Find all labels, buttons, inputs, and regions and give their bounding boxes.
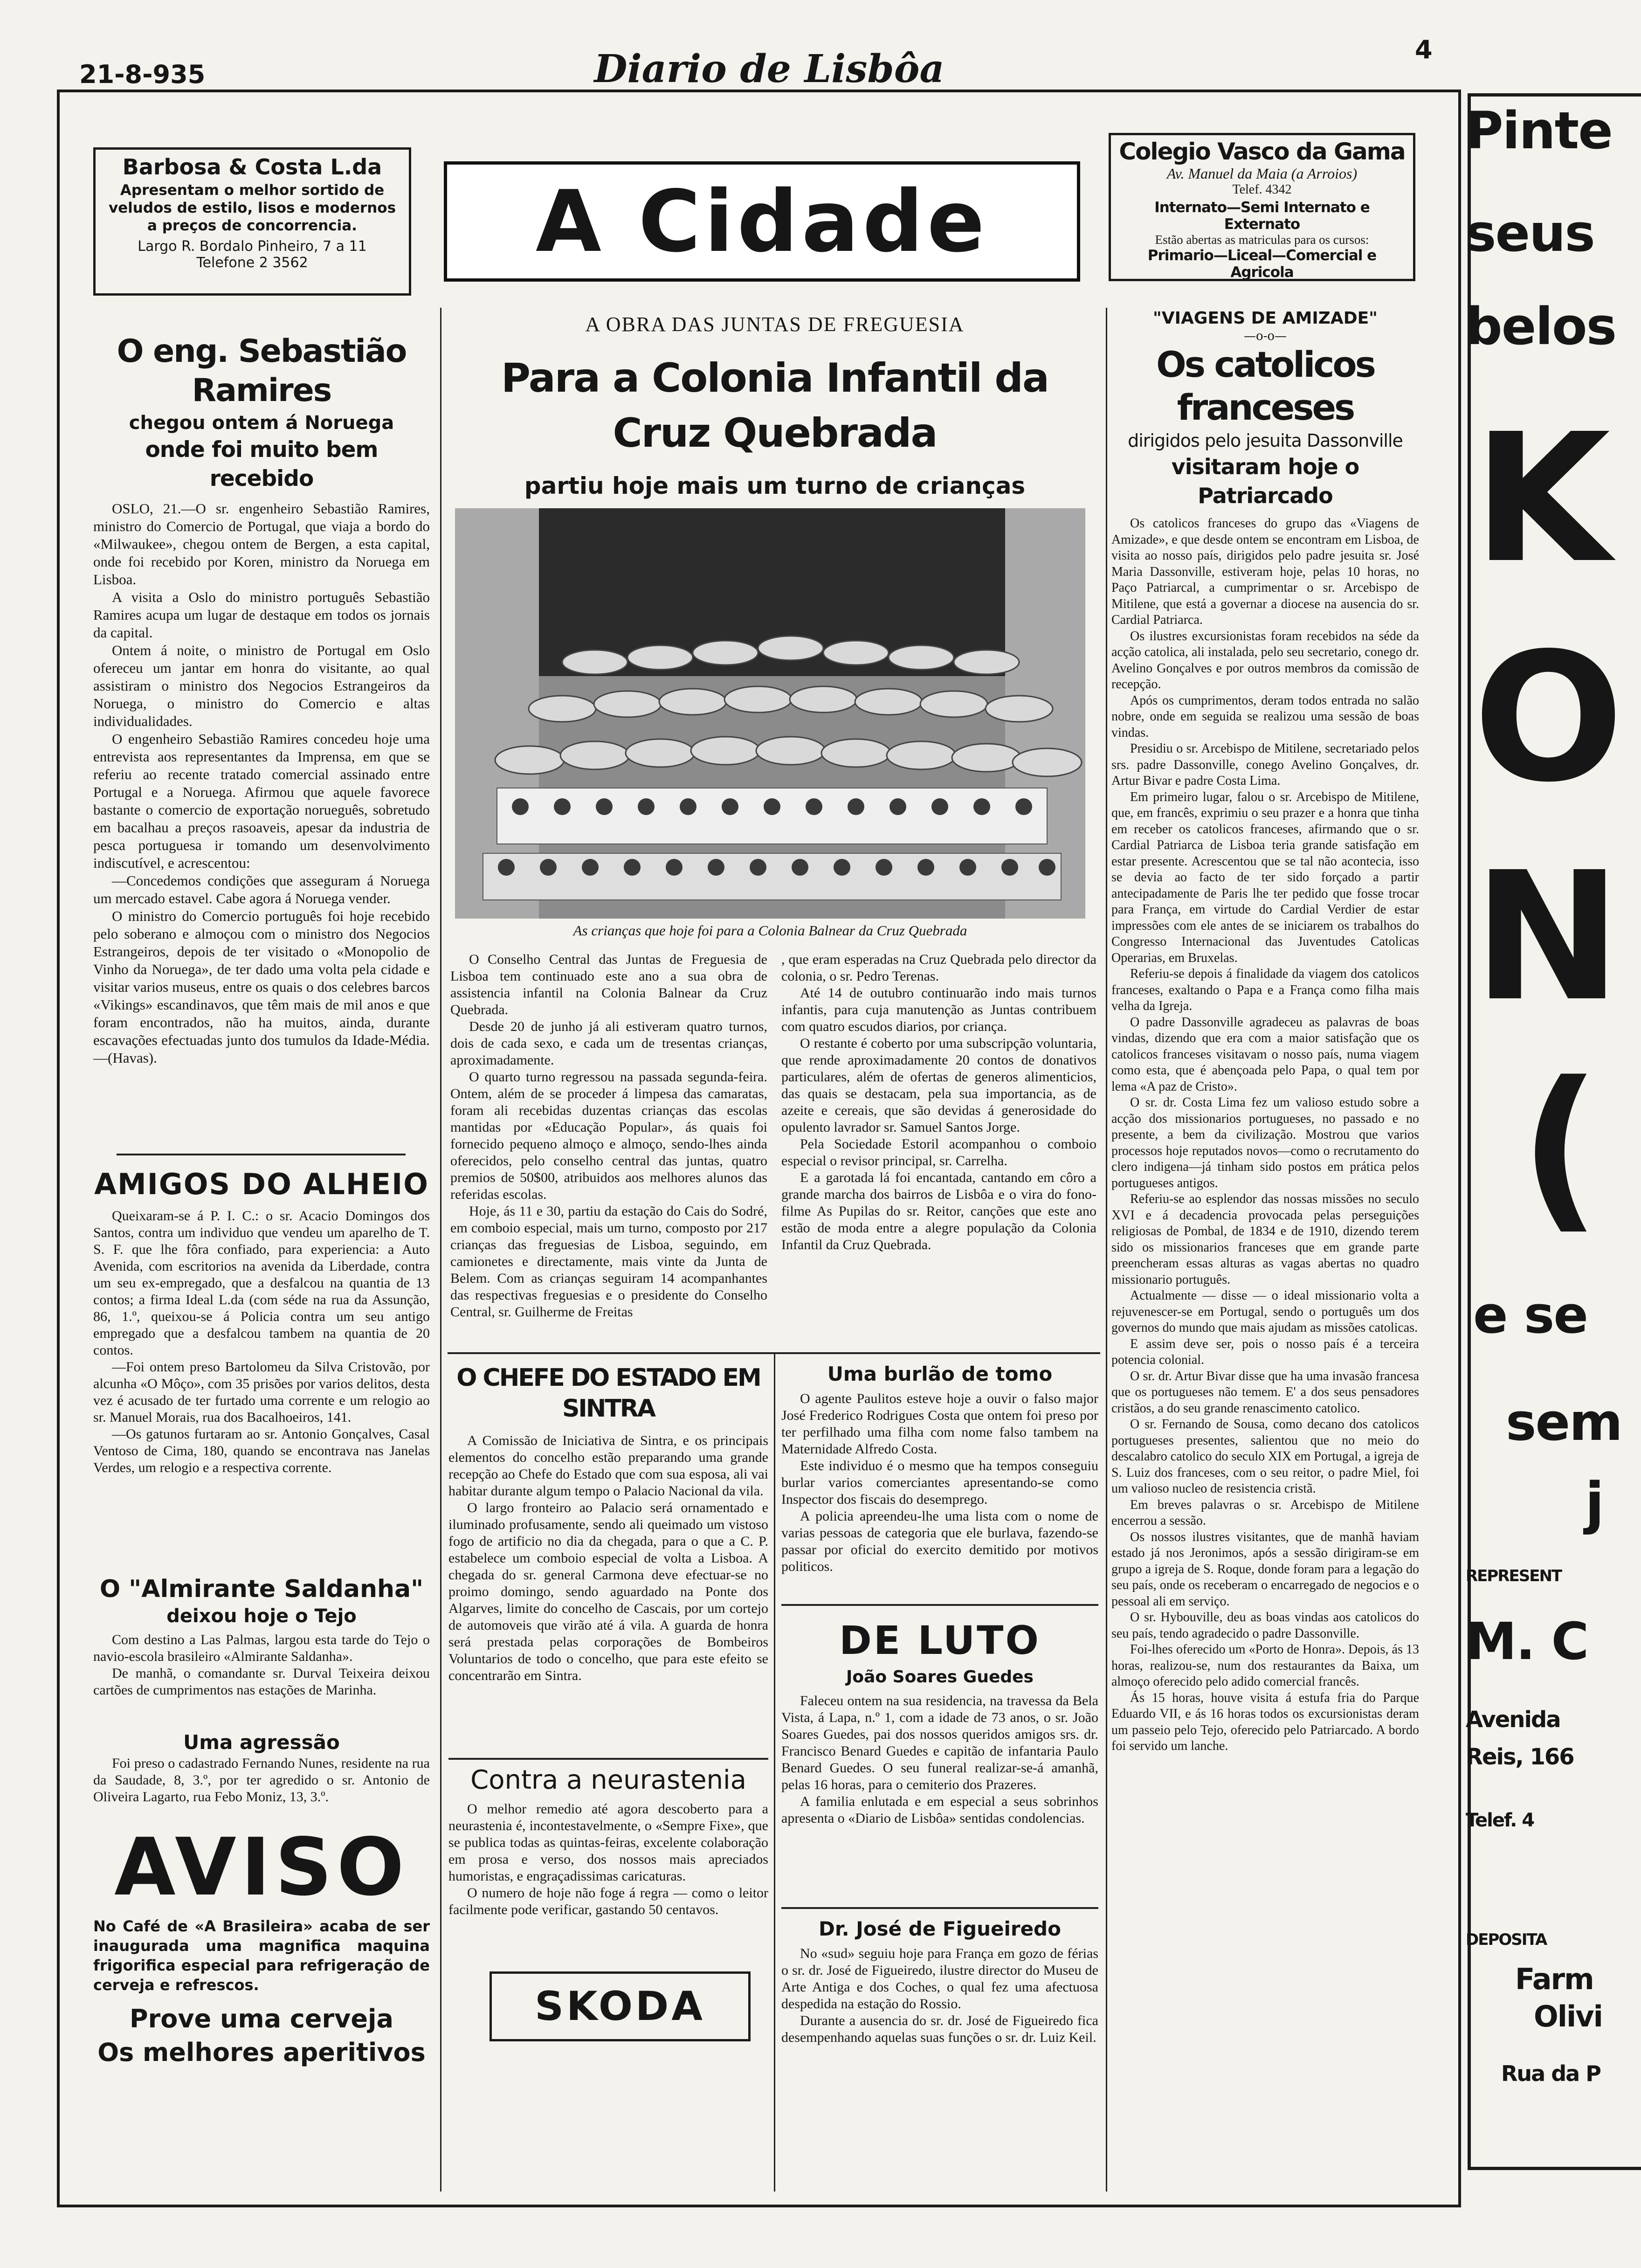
edge-ad-dep: DEPOSITA: [1466, 1930, 1547, 1949]
ad-aviso-slogan1: Prove uma cerveja: [130, 2004, 393, 2033]
paragraph: O padre Dassonville agradeceu as palavras de boas vindas, dizendo que era com a maior satisfação que os catolicos franceses visitavam o nosso país, numa viagem como esta, que é abençoada pelo Papa, o qual tem por lema «A paz de Cristo».: [1111, 1015, 1419, 1094]
article-burlao-title: Uma burlão de tomo: [827, 1362, 1053, 1385]
ad-colegio-phone: Telef. 4342: [1232, 182, 1292, 197]
edge-ad-dep1: Farm: [1515, 1962, 1593, 1996]
edge-ad-rep: REPRESENT: [1466, 1567, 1562, 1585]
article-luto-body: [781, 1693, 1098, 1827]
paragraph: Referiu-se ao esplendor das nossas missões no seculo XVI e á decadencia provocada pelas perseguições religiosas de Pombal, de 1834 e de 1910, dizendo terem sido os missionarios franceses que em grande parte preencheram essas alturas as vagas abertas no quadro missionario português.: [1111, 1192, 1419, 1287]
article-colonia-title: Para a Colonia Infantil da Cruz Quebrada: [501, 355, 1049, 456]
ad-barbosa-name: Barbosa & Costa L.da: [122, 154, 382, 180]
paragraph: Ás 15 horas, houve visita á estufa fria do Parque Eduardo VII, e ás 16 horas todos os excursionistas deram um passeio pelo Tejo, oferecido pelo Patriarcado. A bordo foi servido um lanche.: [1111, 1690, 1419, 1753]
edge-ad-line4: e se: [1473, 1285, 1587, 1345]
ad-aviso: [93, 1823, 430, 2069]
article-catolicos-sub1: dirigidos pelo jesuita Dassonville: [1128, 430, 1403, 451]
paragraph: Os catolicos franceses do grupo das «Viagens de Amizade», e que desde ontem se encontram em Lisboa, de visita ao nosso país, dirigidos pelo padre jesuita sr. José Maria Dassonville, estiveram hoje, pelas 10 horas, no Paço Patriarcal, a cumprimentar o sr. Arcebispo de Mitilene, que está a governar a diocese na ausencia do sr. Cardial Patriarca.: [1111, 516, 1419, 627]
article-figueiredo: [781, 1916, 1098, 2046]
ad-colegio-name: Colegio Vasco da Gama: [1119, 138, 1405, 165]
paragraph: A familia enlutada e em especial a seus sobrinhos apresenta o «Diario de Lisbôa» sentidas condolencias.: [781, 1794, 1098, 1826]
article-agressao-body: [93, 1755, 430, 1805]
section-divider: [781, 1907, 1098, 1909]
article-ramires-sub1: chegou ontem á Noruega: [129, 412, 394, 434]
paragraph: Após os cumprimentos, deram todos entrada no salão nobre, onde em seguida se realizou uma sessão de boas vindas.: [1111, 693, 1419, 740]
paragraph: O ministro do Comercio português foi hoje recebido pelo soberano e almoçou com o ministro dos Negocios Estrangeiros, depois de ter visitado o «Monopolio de Vinho da Noruega», de ter dado uma volta pela cidade e visitar varios museus, entre os quais o dos celebres barcos «Vikings» escandinavos, que têm mais de mil anos e que foram encontrados, não ha muitos, ainda, durante escavações efectuadas junto dos tumulos da Idade-Média.—(Havas).: [93, 908, 430, 1066]
paragraph: Os ilustres excursionistas foram recebidos na séde da acção catolica, ali instalada, pelo seu secretario, conego dr. Avelino Gonçalves e por outros membros da comissão de recepção.: [1111, 629, 1419, 691]
edge-ad-rep-name: M. C: [1466, 1611, 1588, 1671]
paragraph: No «sud» seguiu hoje para França em gozo de férias o sr. dr. José de Figueiredo, ilustre director do Museu de Arte Antiga e dos Coches, o qual fez uma afectuosa despedida na estação do Rossio.: [781, 1946, 1098, 2012]
article-colonia-col2: [781, 951, 1096, 1253]
ad-colegio-address: Av. Manuel da Maia (a Arroios): [1166, 165, 1358, 182]
column-rule: [1106, 308, 1107, 2192]
article-colonia-col1: [450, 951, 767, 1321]
ad-colegio-line3: Primario—Liceal—Comercial e Agricola: [1147, 247, 1377, 281]
edge-ad: [1464, 93, 1641, 2192]
paragraph: O Conselho Central das Juntas de Freguesia de Lisboa tem continuado este ano a sua obra de assistencia infantil na Colonia Balnear da Cruz Quebrada.: [450, 952, 767, 1017]
ad-barbosa-phone: Telefone 2 3562: [196, 255, 308, 271]
edge-ad-letter4: (: [1520, 1044, 1600, 1250]
paragraph: Os nossos ilustres visitantes, que de manhã haviam estado já nos Jeronimos, após a sessão dirigiram-se em grupo a igreja de S. Roque, donde foram para a legação do seu país, onde os receberam o encarregado de negocios e o pessoal ali em serviço.: [1111, 1529, 1419, 1609]
paragraph: Actualmente — disse — o ideal missionario volta a rejuvenescer-se em Portugal, sendo o português um dos governos do mundo que mais ajudam as missões catolicas.: [1111, 1288, 1419, 1335]
article-catolicos-body: [1111, 516, 1419, 1755]
section-divider: [781, 1604, 1098, 1606]
edge-ad-letter2: O: [1473, 615, 1623, 821]
edge-ad-letter3: N: [1473, 834, 1621, 1040]
article-ramires-sub2: onde foi muito bem recebido: [145, 437, 378, 491]
article-catolicos-title: Os catolicos franceses: [1156, 344, 1374, 428]
article-catolicos: [1111, 308, 1419, 1755]
paragraph: OSLO, 21.—O sr. engenheiro Sebastião Ramires, ministro do Comercio de Portugal, que viaja a bordo do «Milwaukee», chegou ontem de Bergen, a esta capital, onde foi recebido por Koren, ministro da Noruega em Lisboa.: [93, 500, 430, 588]
edge-ad-line1: Pinte: [1466, 101, 1612, 160]
edge-ad-rep-addr2: Reis, 166: [1466, 1744, 1574, 1770]
article-amigos-body: [93, 1208, 430, 1476]
article-figueiredo-title: Dr. José de Figueiredo: [819, 1917, 1061, 1940]
paragraph: Este individuo é o mesmo que ha tempos conseguiu burlar varios comerciantes apresentando-se como Inspector dos fiscais do desemprego.: [781, 1458, 1098, 1507]
paragraph: O sr. Hybouville, deu as boas vindas aos catolicos do seu país, tendo agradecido o padre Dassonville.: [1111, 1610, 1419, 1641]
ad-colegio-vasco-gama: [1109, 133, 1415, 281]
article-colonia-sub: partiu hoje mais um turno de crianças: [524, 472, 1026, 499]
column-rule: [774, 1352, 775, 2192]
article-colonia-kicker: A OBRA DAS JUNTAS DE FREGUESIA: [585, 313, 965, 336]
column-rule: [440, 308, 441, 2192]
paragraph: Pela Sociedade Estoril acompanhou o comboio especial o revisor principal, sr. Carrelha.: [781, 1136, 1096, 1169]
paragraph: Em breves palavras o sr. Arcebispo de Mitilene encerrou a sessão.: [1111, 1497, 1419, 1528]
ad-barbosa-body: Apresentam o melhor sortido de veludos de estilo, lisos e modernos a preços de concorrencia.: [108, 182, 396, 234]
article-chefe: [448, 1362, 768, 1684]
paragraph: O numero de hoje não foge á regra — como o leitor facilmente pode verificar, gastando 50 centavos.: [448, 1885, 768, 1917]
photo-caption: As crianças que hoje foi para a Colonia Balnear da Cruz Quebrada: [573, 922, 967, 939]
paragraph: O melhor remedio até agora descoberto para a neurastenia é, incontestavelmente, o «Sempre Fixe», que se publica todas as quintas-feiras, excelente colaboração em prosa e verso, dos nossos mais apreciados humoristas, e engraçadissimas caricaturas.: [448, 1801, 768, 1884]
photo-children: [455, 508, 1085, 919]
ad-skoda-title: SKODA: [535, 1983, 705, 2030]
article-ramires-title: O eng. Sebastião Ramires: [117, 333, 407, 409]
article-colonia: [448, 311, 1101, 501]
paragraph: , que eram esperadas na Cruz Quebrada pelo director da colonia, o sr. Pedro Terenas.: [781, 952, 1096, 984]
article-saldanha-sub: deixou hoje o Tejo: [166, 1605, 357, 1627]
paragraph: Referiu-se depois á finalidade da viagem dos catolicos franceses, exaltando o Papa e a França como filha mais velha da Igreja.: [1111, 967, 1419, 1013]
paragraph: Queixaram-se á P. I. C.: o sr. Acacio Domingos dos Santos, contra um individuo que vendeu um aparelho de T. S. F. que lhe fôra confiado, para experiencia: a Auto Avenida, com escritorios na avenida da Liberdade, contra um seu ex-empregado, que a desfalcou na quantia de 13 contos; a firma Ideal L.da (com séde na rua da Assunção, 86, 1.º, queixou-se á Policia contra um seu antigo empregado que a desfalcou tambem na quantia de 20 contos.: [93, 1208, 430, 1358]
ad-aviso-slogan2: Os melhores aperitivos: [97, 2038, 426, 2067]
paragraph: Durante a ausencia do sr. dr. José de Figueiredo fica desempenhando aquelas suas funções o sr. dr. Luiz Keil.: [781, 2013, 1098, 2045]
photo-children-image: [455, 508, 1085, 919]
paragraph: O quarto turno regressou na passada segunda-feira. Ontem, além de se proceder á limpesa das camaratas, foram ali recebidas duzentas crianças das escolas mantidas por «Educação Popular», ás quais foi fornecido pequeno almoço e almoço, sendo-lhes ainda oferecidos, pelo conselho central das juntas, quatro premios de 50$00, atribuidos aos melhores alunos das referidas escolas.: [450, 1069, 767, 1202]
paragraph: Ontem á noite, o ministro de Portugal em Oslo ofereceu um jantar em honra do visitante, ao qual assistiram o ministro dos Negocios Estrangeiros da Noruega, o ministro do Comercio e altas individualidades.: [93, 642, 430, 729]
section-title: A Cidade: [536, 172, 988, 271]
paragraph: Presidiu o sr. Arcebispo de Mitilene, secretariado pelos srs. padre Dassonville, conego Avelino Gonçalves, dr. Artur Bivar e padre Costa Lima.: [1111, 741, 1419, 788]
article-catolicos-divider: —o-o—: [1243, 329, 1287, 343]
article-burlao: [781, 1362, 1098, 1575]
section-divider: [448, 1758, 768, 1760]
page-number: 4: [1415, 35, 1433, 64]
article-ramires: [93, 332, 430, 1067]
paragraph: Hoje, ás 11 e 30, partiu da estação do Cais do Sodré, em comboio especial, mais um turno, composto por 217 crianças das freguesias de Lisboa, seguindo, em camionetes e directamente, mais vinte da Junta de Belem. Com as crianças seguiram 14 acompanhantes das respectivas freguesias e o presidente do Conselho Central, sr. Guilherme de Freitas: [450, 1203, 767, 1320]
article-agressao: [93, 1730, 430, 1805]
ad-barbosa-costa: [93, 147, 411, 296]
article-agressao-title: Uma agressão: [183, 1731, 340, 1754]
paragraph: O agente Paulitos esteve hoje a ouvir o falso major José Frederico Rodrigues Costa que ontem foi preso por ter perfilhado uma filha com nome falso tambem na Maternidade Alfredo Costa.: [781, 1391, 1098, 1457]
edge-ad-letter1: K: [1473, 395, 1610, 602]
paragraph: —Concedemos condições que asseguram á Noruega um mercado estavel. Cabe agora á Noruega vender.: [93, 872, 430, 906]
paragraph: —Foi ontem preso Bartolomeu da Silva Cristovão, por alcunha «O Môço», com 35 prisões por varios delitos, desta vez é acusado de ter furtado uma corrente e um relogio ao sr. Manuel Morais, rua dos Bacalhoeiros, 141.: [93, 1359, 430, 1425]
article-saldanha: [93, 1574, 430, 1699]
ad-neurastenia: [448, 1763, 768, 1918]
edge-ad-rep-addr1: Avenida: [1466, 1707, 1560, 1733]
section-title-box: [444, 161, 1080, 282]
article-luto: [781, 1618, 1098, 1827]
paragraph: Foi preso o cadastrado Fernando Nunes, residente na rua da Saudade, 8, 3.º, por ter agredido o sr. Antonio de Oliveira Lagarto, rua Febo Moniz, 13, 3.º.: [93, 1756, 430, 1805]
paragraph: Faleceu ontem na sua residencia, na travessa da Bela Vista, á Lapa, n.º 1, com a idade de 73 anos, o sr. João Soares Guedes, pai dos nossos queridos amigos srs. dr. Francisco Benard Guedes e capitão de infantaria Paulo Benard Guedes. O seu funeral realizar-se-á amanhã, pelas 16 horas, para o cemiterio dos Prazeres.: [781, 1693, 1098, 1792]
edge-ad-dep2: Olivi: [1534, 1999, 1602, 2033]
paragraph: E a garotada lá foi encantada, cantando em côro a grande marcha dos bairros de Lisbôa e o vira do fono-filme As Pupilas do sr. Reitor, canções que este ano estão de moda entre a alegre população da Colonia Infantil da Cruz Quebrada.: [781, 1170, 1096, 1252]
article-figueiredo-body: [781, 1945, 1098, 2046]
article-catolicos-sub2: visitaram hoje o Patriarcado: [1171, 454, 1359, 508]
paragraph: A visita a Oslo do ministro português Sebastião Ramires acupa um lugar de destaque em todos os jornais da capital.: [93, 589, 430, 641]
paragraph: A policia apreendeu-lhe uma lista com o nome de varias pessoas de categoria que ele burlava, fazendo-se passar por oficial do exercito demitido por motivos politicos.: [781, 1508, 1098, 1574]
ad-colegio-line1: Internato—Semi Internato e Externato: [1154, 199, 1370, 233]
paragraph: O restante é coberto por uma subscripção voluntaria, que rende aproximadamente 20 contos de donativos particulares, além de ofertas de generos alimenticios, das quais se destacam, pela sua importancia, as de azeite e cereais, que são devidas á generosidade do opulento lavrador sr. Samuel Santos Jorge.: [781, 1036, 1096, 1135]
paragraph: Desde 20 de junho já ali estiveram quatro turnos, dois de cada sexo, e cada um de tresentas crianças, aproximadamente.: [450, 1019, 767, 1068]
paragraph: Até 14 de outubro continuarão indo mais turnos infantis, para cuja manutenção as Juntas contribuem com quatro escudos diarios, por criança.: [781, 985, 1096, 1034]
masthead-date: 21-8-935: [79, 60, 206, 89]
ad-skoda: [490, 1971, 751, 2041]
paragraph: E assim deve ser, pois o nosso país é a terceira potencia colonial.: [1111, 1336, 1419, 1367]
article-saldanha-title: O "Almirante Saldanha": [99, 1575, 424, 1603]
paragraph: De manhã, o comandante sr. Durval Teixeira deixou cartões de cumprimentos nas estações de Marinha.: [93, 1666, 430, 1698]
paragraph: O sr. dr. Costa Lima fez um valioso estudo sobre a acção dos missionarios portugueses, no passado e no presente, a bem da civilização. Mostrou que varios processos hoje reputados novos—como o recrutamento do clero indigena—já tinham sido postos em prática pelos portugueses antigos.: [1111, 1095, 1419, 1190]
edge-ad-line5: sem: [1506, 1392, 1622, 1452]
article-amigos-title: AMIGOS DO ALHEIO: [94, 1167, 429, 1201]
edge-ad-line6: j: [1585, 1471, 1604, 1536]
article-luto-name: João Soares Guedes: [846, 1667, 1034, 1687]
edge-ad-line2: seus: [1466, 203, 1594, 263]
article-chefe-title: O CHEFE DO ESTADO EM SINTRA: [456, 1364, 760, 1423]
ad-neurastenia-body: [448, 1801, 768, 1918]
article-chefe-body: [448, 1432, 768, 1684]
paragraph: A Comissão de Iniciativa de Sintra, e os principais elementos do concelho estão preparando uma grande recepção ao Chefe do Estado que com sua esposa, ali vai habitar durante algum tempo o Palacio Nacional da vila.: [448, 1433, 768, 1499]
paragraph: O largo fronteiro ao Palacio será ornamentado e iluminado profusamente, sendo ali queimado um vistoso fogo de artificio no dia da chegada, para o que a C. P. estabelece um comboio especial de volta a Lisboa. A chegada do sr. general Carmona deve efectuar-se no proimo domingo, sendo aguardado na Ponte dos Algarves, limite do concelho de Cascais, por um cortejo de automoveis que virão até á vila. A guarda de honra será prestada pelas corporações de Bombeiros Voluntarios de todo o concelho, que para este efeito se concentrarão em Sintra.: [448, 1500, 768, 1683]
paragraph: O engenheiro Sebastião Ramires concedeu hoje uma entrevista aos representantes da Imprensa, em que se referiu ao recente tratado comercial assinado entre Portugal e a Noruega. Afirmou que aquele favorece bastante o comercio de exportação norueguês, sobretudo em bacalhau a preços rasoaveis, apesar da industria de pesca portuguesa ir tomando um desenvolvimento indiscutível, e acrescentou:: [93, 731, 430, 871]
paragraph: O sr. dr. Artur Bivar disse que ha uma invasão francesa que os portugueses não temem. E' a dos seus pensadores cristãos, a do seu grande renascimento catolico.: [1111, 1369, 1419, 1416]
edge-ad-rep-tel: Telef. 4: [1466, 1810, 1534, 1831]
ad-aviso-title: AVISO: [114, 1821, 409, 1914]
paragraph: Com destino a Las Palmas, largou esta tarde do Tejo o navio-escola brasileiro «Almirante Saldanha».: [93, 1632, 430, 1664]
article-ramires-body: [93, 500, 430, 1067]
ad-aviso-body: No Café de «A Brasileira» acaba de ser inaugurada uma magnifica maquina frigorifica especial para refrigeração de cerveja e refrescos.: [93, 1917, 430, 1994]
edge-ad-line3: belos: [1466, 297, 1616, 356]
ad-neurastenia-title: Contra a neurastenia: [470, 1765, 746, 1795]
article-saldanha-body: [93, 1632, 430, 1699]
ad-colegio-line2: Estão abertas as matriculas para os cursos:: [1155, 233, 1369, 247]
article-luto-title: DE LUTO: [839, 1618, 1041, 1663]
article-amigos: [93, 1166, 430, 1476]
ad-barbosa-address: Largo R. Bordalo Pinheiro, 7 a 11: [138, 238, 367, 255]
paragraph: Foi-lhes oferecido um «Porto de Honra». Depois, ás 13 horas, realizou-se, num dos restaurantes da Baixa, um almoço oferecido pelo adido comercial francês.: [1111, 1642, 1419, 1689]
section-divider: [448, 1352, 1100, 1354]
section-divider: [117, 1154, 406, 1155]
paragraph: Em primeiro lugar, falou o sr. Arcebispo de Mitilene, que, em francês, exprimiu o seu prazer e a honra que tinha em receber os catolicos franceses, afirmando que o sr. Cardial Patriarca de Lisboa teria grande satisfação em estar presente. Acrescentou que se tal não acontecia, isso se devia ao facto de ter sido forçado a partir antecipadamente de Paris lhe ter pedido que fosse trocar para França, em virtude do Cardial Verdier de estar impressões com ele antes de se iniciarem os trabalhos do Congresso Internacional das Juventudes Catolicas Operarias, em Bruxelas.: [1111, 789, 1419, 965]
edge-ad-dep3: Rua da P: [1501, 2061, 1600, 2086]
paragraph: O sr. Fernando de Sousa, como decano dos catolicos portugueses presentes, salientou que no meio do descalabro catolico do seculo XIX em Portugal, a igreja de S. Luiz dos franceses, com o seu reitor, o padre Miel, foi um valioso nucleo de resistencia cristã.: [1111, 1417, 1419, 1496]
masthead-title: Diario de Lisbôa: [594, 47, 945, 91]
paragraph: —Os gatunos furtaram ao sr. Antonio Gonçalves, Casal Ventoso de Cima, 180, quando se encontrava nas Janelas Verdes, um relogio e a respectiva corrente.: [93, 1426, 430, 1475]
article-burlao-body: [781, 1390, 1098, 1575]
article-catolicos-kicker: "VIAGENS DE AMIZADE": [1153, 309, 1378, 328]
